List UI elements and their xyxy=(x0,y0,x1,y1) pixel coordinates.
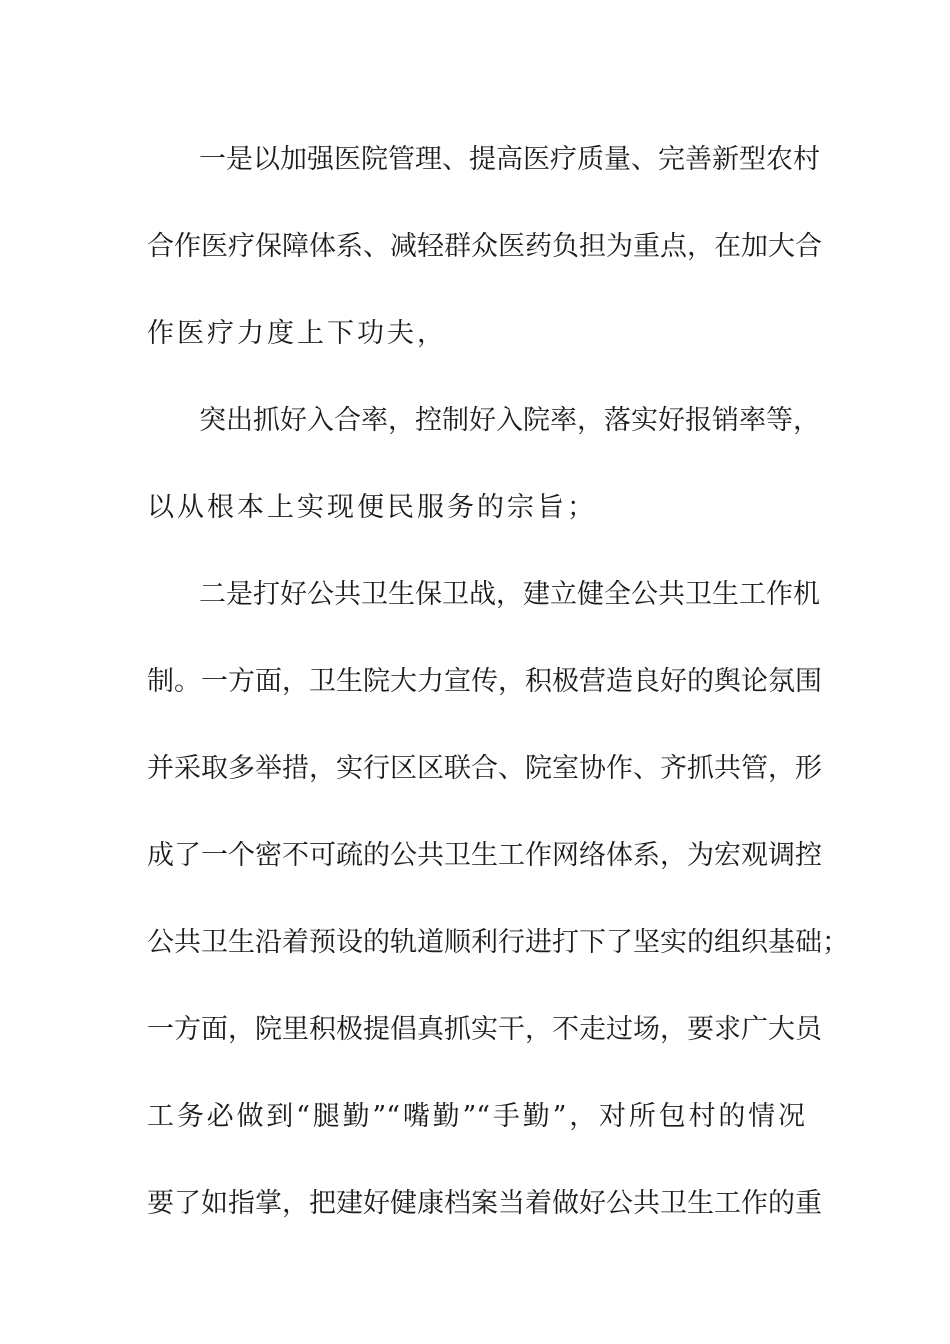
paragraph-3-line-7: 工务必做到“腿勤”“嘴勤”“手勤”，对所包村的情况 xyxy=(147,1101,805,1132)
paragraph-1-line-2: 合作医疗保障体系、减轻群众医药负担为重点，在加大合 xyxy=(147,231,822,262)
paragraph-2-line-2: 以从根本上实现便民服务的宗旨； xyxy=(147,492,597,523)
paragraph-3-line-8: 要了如指掌，把建好健康档案当着做好公共卫生工作的重 xyxy=(147,1188,822,1219)
paragraph-3-line-3: 并采取多举措，实行区区联合、院室协作、齐抓共管，形 xyxy=(147,753,822,784)
paragraph-3-line-1: 二是打好公共卫生保卫战，建立健全公共卫生工作机 xyxy=(199,579,820,610)
document-body xyxy=(147,132,849,1263)
paragraph-1-line-1: 一是以加强医院管理、提高医疗质量、完善新型农村 xyxy=(199,144,820,175)
paragraph-3-line-5: 公共卫生沿着预设的轨道顺利行进打下了坚实的组织基础； xyxy=(147,927,849,958)
paragraph-2-line-1: 突出抓好入合率，控制好入院率，落实好报销率等， xyxy=(199,405,820,436)
paragraph-3-line-6: 一方面，院里积极提倡真抓实干，不走过场，要求广大员 xyxy=(147,1014,822,1045)
paragraph-3-line-2: 制。一方面，卫生院大力宣传，积极营造良好的舆论氛围 xyxy=(147,666,822,697)
paragraph-3-line-4: 成了一个密不可疏的公共卫生工作网络体系，为宏观调控 xyxy=(147,840,822,871)
paragraph-1-line-3: 作医疗力度上下功夫， xyxy=(147,318,447,349)
